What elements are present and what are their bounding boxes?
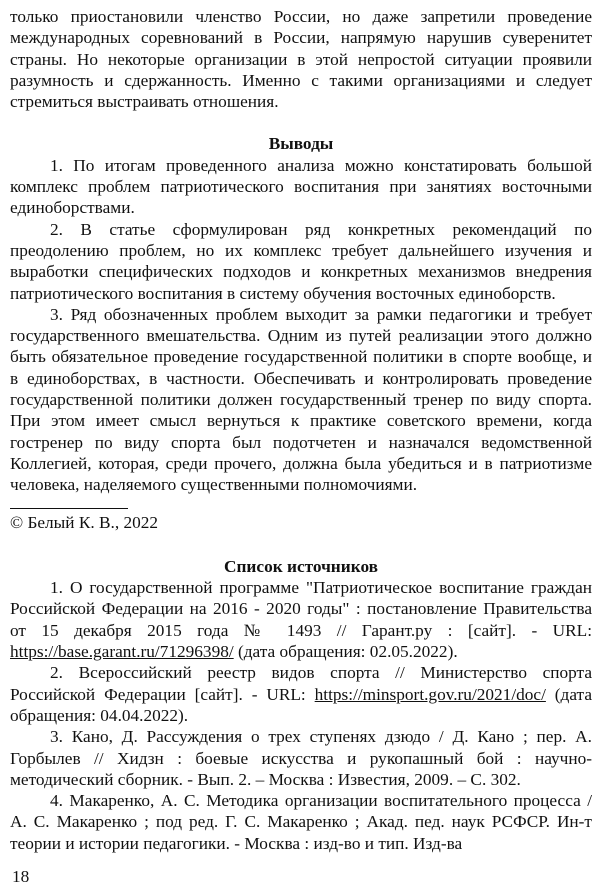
source-link[interactable]: https://base.garant.ru/71296398/ bbox=[10, 642, 234, 662]
page-number: 18 bbox=[12, 867, 30, 886]
document-page bbox=[10, 6, 592, 854]
source-item-2 bbox=[10, 662, 592, 726]
spacer bbox=[10, 496, 592, 508]
source-text: 1. О государственной программе "Патриотическое воспитание граждан Российской Федерации на 2016 - 2020 годы" : постановление Правительства от 15 декабря 2015 года № 1493 // Гарант.ру : [сайт]. - URL: bbox=[10, 578, 592, 640]
intro-paragraph: только приостановили членство России, но даже запретили проведение международных соревнований в России, напрямую нарушив суверенитет страны. Но некоторые организации в этой непростой ситуации проявили разумность и сдержанность. Именно с такими организациями и следует стремиться выстраивать отношения. bbox=[10, 7, 592, 112]
conclusion-item-2: 2. В статье сформулирован ряд конкретных рекомендаций по преодолению проблем, но их комплекс требует дальнейшего изучения и выработки специфических подходов и конкретных механизмов внедрения патриотического воспитания в систему обучения восточных единоборств. bbox=[10, 219, 592, 303]
source-tail: (дата обращения: 02.05.2022). bbox=[233, 642, 458, 662]
sources-heading: Список источников bbox=[224, 556, 378, 576]
spacer bbox=[10, 112, 592, 133]
source-tail: (дата обращения: 04.04.2022). bbox=[10, 684, 592, 725]
copyright-line: © Белый К. В., 2022 bbox=[10, 512, 159, 532]
spacer bbox=[10, 533, 592, 556]
source-link[interactable]: https://minsport.gov.ru/2021/doc/ bbox=[314, 684, 546, 704]
source-item-4: 4. Макаренко, А. С. Методика организации воспитательного процесса / А. С. Макаренко ; под ред. Г. С. Макаренко ; Акад. пед. наук РСФСР. Ин-т теории и истории педагогики. - Москва : изд-во и тип. Изд-ва bbox=[10, 791, 592, 853]
conclusion-item-3: 3. Ряд обозначенных проблем выходит за рамки педагогики и требует государственного вмешательства. Одним из путей реализации этого должно быть обязательное проведение государственной политики в спорте вообще, и в единоборствах, в частности. Обеспечивать и контролировать проведение государственной политики должен государственный тренер по виду спорта. При этом имеет смысл вернуться к практике советского времени, когда гостренер по виду спорта был подотчетен и назначался ведомственной Коллегией, которая, среди прочего, должна была убедиться и в патриотизме человека, наделяемого существенными полномочиями. bbox=[10, 304, 592, 495]
source-text: 2. Всероссийский реестр видов спорта // Министерство спорта Российской Федерации [сайт]. - URL: bbox=[10, 663, 592, 704]
source-item-3: 3. Кано, Д. Рассуждения о трех ступенях дзюдо / Д. Кано ; пер. А. Горбылев // Хидзн : боевые искусства и рукопашный бой : научно-методический сборник. - Вып. 2. – Москва : Известия, 2009. – С. 302. bbox=[10, 727, 592, 789]
conclusion-item-1: 1. По итогам проведенного анализа можно констатировать большой комплекс проблем патриотического воспитания при занятиях восточными единоборствами. bbox=[10, 155, 592, 218]
source-item-1 bbox=[10, 577, 592, 662]
conclusions-heading: Выводы bbox=[268, 134, 334, 154]
footnote-rule bbox=[10, 508, 128, 509]
